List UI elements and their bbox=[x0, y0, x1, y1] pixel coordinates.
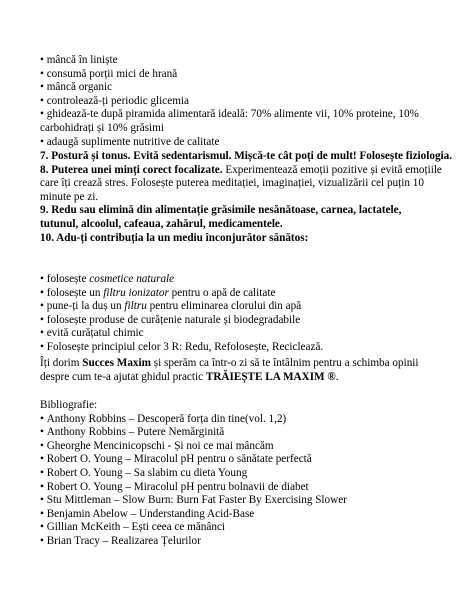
bibliography-item: • Robert O. Young – Miracolul pH pentru bolnavii de diabet bbox=[40, 481, 442, 495]
list-item bbox=[40, 273, 442, 287]
list-item: • folosește produse de curățenie naturale și biodegradabile bbox=[40, 314, 442, 328]
emphasis: filtru ionizator bbox=[103, 286, 169, 299]
numbered-items bbox=[40, 150, 453, 245]
list-item bbox=[40, 287, 442, 301]
item-10: 10. Adu-ți contribuția la un mediu înconjurător sănătos: bbox=[40, 231, 309, 244]
bibliography-title: Bibliografie: bbox=[40, 399, 98, 411]
environment-list bbox=[40, 273, 442, 355]
text: și sperăm ca într-o zi să te întâlnim pentru a schimba opinii despre cum te-a ajutat ghidul practic bbox=[40, 357, 419, 383]
text: folosește bbox=[46, 273, 90, 285]
list-item: • mâncă în liniște bbox=[40, 54, 442, 68]
guide-title: TRĂIEȘTE LA MAXIM ® bbox=[205, 370, 336, 383]
bibliography-item: • Robert O. Young – Miracolul pH pentru o sănătate perfectă bbox=[40, 453, 442, 467]
list-item: • controlează-ți periodic glicemia bbox=[40, 95, 442, 109]
item-7: 7. Postură și tonus. Evită sedentarismul. Mișcă-te cât poți de mult! Folosește fiziologia. bbox=[40, 150, 453, 162]
bibliography bbox=[40, 399, 442, 549]
emphasis: filtru bbox=[124, 300, 147, 313]
bibliography-item: • Robert O. Young – Sa slabim cu dieta Young bbox=[40, 467, 442, 481]
list-item: • consumă porții mici de hrană bbox=[40, 68, 442, 82]
bibliography-item: • Gillian McKeith – Ești ceea ce mănânci bbox=[40, 521, 442, 535]
text: . bbox=[335, 370, 339, 383]
bibliography-item: • Anthony Robbins – Descoperă forța din tine(vol. 1,2) bbox=[40, 413, 442, 427]
item-8-heading: 8. Puterea unei minți corect focalizate. bbox=[40, 163, 223, 176]
text: pentru o apă de calitate bbox=[168, 286, 276, 299]
text: pentru eliminarea clorului din apă bbox=[146, 300, 302, 313]
bibliography-item: • Anthony Robbins – Putere Nemărginită bbox=[40, 426, 442, 440]
bibliography-item: • Brian Tracy – Realizarea Țelurilor bbox=[40, 535, 442, 549]
list-item: • adaugă suplimente nutritive de calitate bbox=[40, 136, 442, 150]
bibliography-item: • Gheorghe Mencinicopschi - Și noi ce mai mâncăm bbox=[40, 440, 442, 454]
text: Îți dorim bbox=[40, 357, 83, 369]
item-8 bbox=[40, 164, 442, 205]
list-item: • mâncă organic bbox=[40, 81, 442, 95]
emphasis: Succes Maxim bbox=[82, 357, 151, 369]
item-8-body: Experimentează emoții pozitive și evită emoțiile care îți crează stres. Folosește puterea meditației, imaginației, vizualizării cel puțin 10 minute pe zi. bbox=[40, 163, 442, 203]
list-item: • evită curățatul chimic bbox=[40, 327, 442, 341]
item-9: 9. Redu sau elimină din alimentație grăsimile nesănătoase, carnea, lactatele, tutunul, alcoolul, cafeaua, zahărul, medicamentele. bbox=[40, 204, 402, 230]
bibliography-item: • Benjamin Abelow – Understanding Acid-Base bbox=[40, 508, 442, 522]
text: pune-ți la duș un bbox=[46, 300, 125, 313]
closing-paragraph bbox=[40, 357, 442, 384]
emphasis: cosmetice naturale bbox=[89, 273, 175, 285]
list-item: • Folosește principiul celor 3 R: Redu, Refolosește, Reciclează. bbox=[40, 341, 442, 355]
habit-list bbox=[40, 54, 442, 149]
list-item: • ghidează-te după piramida alimentară ideală: 70% alimente vii, 10% proteine, 10% carbohidrați și 10% grăsimi bbox=[40, 108, 442, 135]
bibliography-item: • Stu Mittleman – Slow Burn: Burn Fat Faster By Exercising Slower bbox=[40, 494, 442, 508]
list-item bbox=[40, 300, 442, 314]
text: folosește un bbox=[46, 286, 104, 299]
